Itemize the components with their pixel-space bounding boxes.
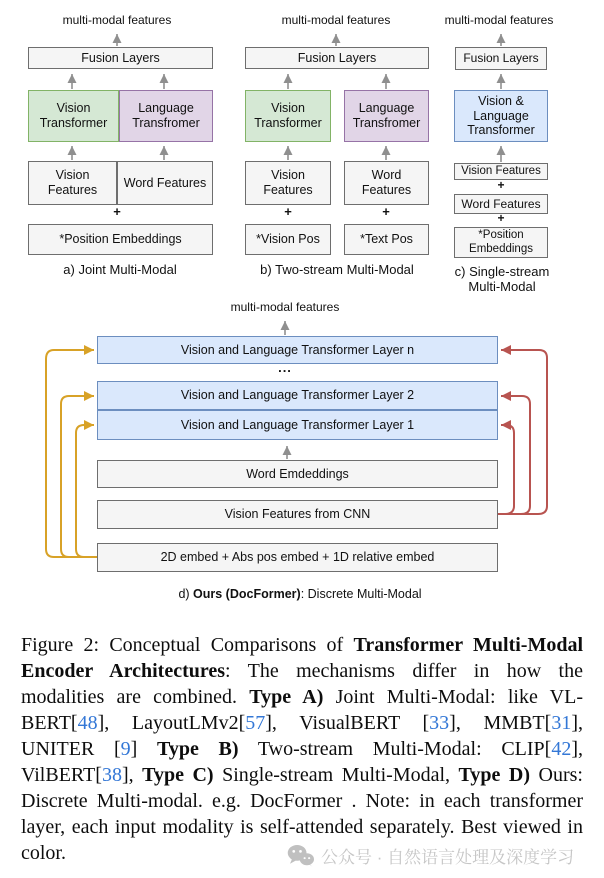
panel-d-layer-1-box: Vision and Language Transformer Layer 1 <box>97 410 498 440</box>
watermark <box>287 843 574 868</box>
caption-text-segment: Joint Multi-Modal: like VL-BERT[ <box>21 686 584 734</box>
caption-text-segment: Type B) <box>157 738 239 760</box>
caption-text-segment: ], LayoutLMv2[ <box>97 712 246 734</box>
panel-b-plus-right: + <box>382 204 390 219</box>
panel-b-fusion-layers-box: Fusion Layers <box>245 47 429 69</box>
panel-a-plus-sign: + <box>113 204 121 219</box>
caption-text-segment: ], UNITER [ <box>21 712 583 760</box>
panel-d-layer-2-box: Vision and Language Transformer Layer 2 <box>97 381 498 410</box>
panel-b-caption: b) Two-stream Multi-Modal <box>260 262 414 277</box>
panel-a-vision-features-box: Vision Features <box>28 161 117 205</box>
citation-link[interactable]: 33 <box>429 712 450 734</box>
panel-a-caption: a) Joint Multi-Modal <box>63 262 177 277</box>
caption-text-segment: : The mechanisms differ in how the modalities are combined. <box>21 660 583 708</box>
panel-c-position-embeddings-box: *Position Embeddings <box>454 227 548 258</box>
caption-text-segment: Type A) <box>249 686 324 708</box>
panel-d-spatial-skip-arrows <box>46 350 97 557</box>
caption-text-segment: Ours: Discrete Multi-modal. e.g. DocFormer . Note: in each transformer layer, each input modality is self-attended separately. Best viewed in color. <box>21 764 583 864</box>
citation-link[interactable]: 31 <box>551 712 572 734</box>
panel-a-vision-transformer-box: Vision Transformer <box>28 90 119 142</box>
panel-b-plus-left: + <box>284 204 292 219</box>
panel-a-output-label: multi-modal features <box>62 13 172 27</box>
panel-c-fusion-layers-box: Fusion Layers <box>455 47 547 70</box>
panel-c-word-features-box: Word Features <box>454 194 548 214</box>
caption-text-segment: ] <box>130 738 157 760</box>
panel-b-language-transformer-box: Language Transfromer <box>344 90 429 142</box>
panel-d-word-embeddings-box: Word Emdeddings <box>97 460 498 488</box>
panel-d-layer-n-box: Vision and Language Transformer Layer n <box>97 336 498 364</box>
panel-c-caption-line2: Multi-Modal <box>468 279 536 294</box>
panel-a-position-embeddings-box: *Position Embeddings <box>28 224 213 255</box>
caption-text-segment: Figure 2: Conceptual Comparisons of <box>21 634 354 656</box>
citation-link[interactable]: 48 <box>77 712 98 734</box>
caption-text-segment: d) <box>178 587 194 601</box>
panel-c-caption <box>412 264 592 294</box>
caption-text-segment: ], <box>121 764 143 786</box>
citation-link[interactable]: 9 <box>120 738 131 760</box>
panel-a-fusion-layers-box: Fusion Layers <box>28 47 213 69</box>
panel-a-language-transformer-box: Language Transfromer <box>119 90 213 142</box>
caption-text-segment: ], VilBERT[ <box>21 738 583 786</box>
panel-d-layer-ellipsis: ... <box>278 360 292 375</box>
panel-b-vision-transformer-box: Vision Transformer <box>245 90 331 142</box>
panel-b-vision-pos-box: *Vision Pos <box>245 224 331 255</box>
caption-text-segment: Type D) <box>458 764 531 786</box>
panel-b-text-pos-box: *Text Pos <box>344 224 429 255</box>
citation-link[interactable]: 57 <box>245 712 266 734</box>
panel-a-word-features-box: Word Features <box>117 161 213 205</box>
caption-text-segment: Transformer Multi-Modal Encoder Architectures <box>21 634 584 682</box>
panel-d-visual-skip-arrows <box>498 350 547 514</box>
panel-c-vision-language-transformer-box: Vision & Language Transformer <box>454 90 548 142</box>
panel-c-output-label: multi-modal features <box>444 13 554 27</box>
panel-c-plus-2: + <box>497 211 505 225</box>
citation-link[interactable]: 42 <box>551 738 572 760</box>
panel-b-word-features-box: Word Features <box>344 161 429 205</box>
watermark-text: 公众号 · 自然语言处理及深度学习 <box>321 848 575 867</box>
caption-text-segment: Type C) <box>142 764 214 786</box>
caption-text-segment: Ours (DocFormer) <box>193 587 301 601</box>
panel-b-vision-features-box: Vision Features <box>245 161 331 205</box>
caption-text-segment: Two-stream Multi-Modal: CLIP[ <box>238 738 552 760</box>
citation-link[interactable]: 38 <box>101 764 122 786</box>
caption-text-segment: ], MMBT[ <box>449 712 552 734</box>
wechat-icon <box>287 844 314 867</box>
panel-c-caption-line1: c) Single-stream <box>454 264 550 279</box>
figure-caption <box>21 632 583 866</box>
panel-d-vision-cnn-box: Vision Features from CNN <box>97 500 498 529</box>
caption-text-segment: : Discrete Multi-Modal <box>300 587 422 601</box>
panel-c-plus-1: + <box>497 178 505 192</box>
caption-text-segment: ], VisualBERT [ <box>265 712 430 734</box>
panel-c-vision-features-box: Vision Features <box>454 163 548 180</box>
caption-text-segment: Single-stream Multi-Modal, <box>213 764 459 786</box>
panel-b-output-label: multi-modal features <box>281 13 391 27</box>
panel-d-2d-embed-box: 2D embed + Abs pos embed + 1D relative embed <box>97 543 498 572</box>
panel-d-caption <box>100 587 500 601</box>
panel-d-output-label: multi-modal features <box>230 300 340 314</box>
